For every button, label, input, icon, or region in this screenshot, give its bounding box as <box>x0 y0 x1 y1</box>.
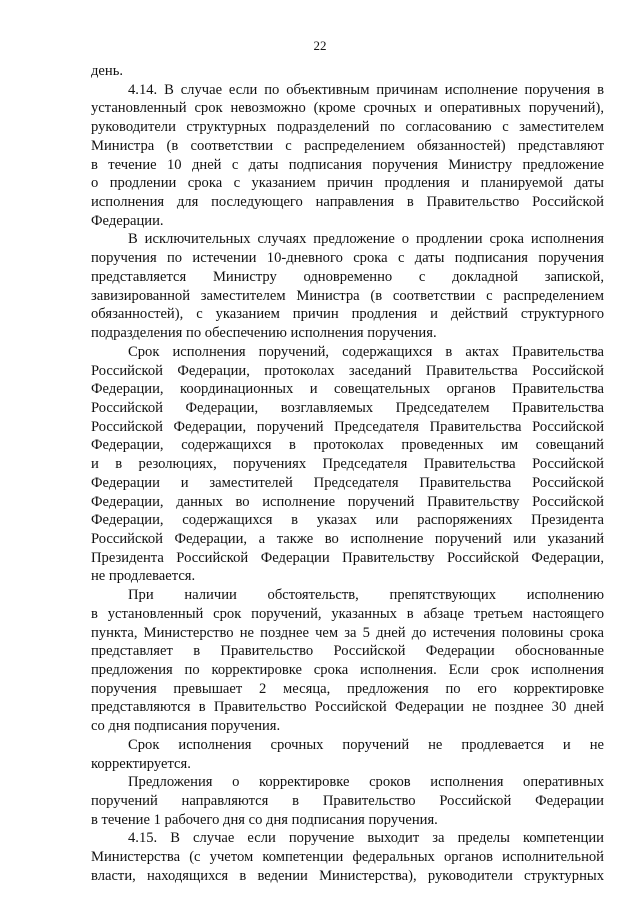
text-line: Российской Федерации, поручений Председателя Правительства Российской <box>91 418 604 435</box>
text-line: корректируется. <box>91 755 191 772</box>
text-line: исполнения для последующего направления в Правительство Российской <box>91 194 604 211</box>
text-line: Федерации, содержащихся в протоколах проведенных им совещаний <box>91 437 604 454</box>
text-line: При наличии обстоятельств, препятствующих исполнению <box>128 587 604 604</box>
text-line: 4.14. В случае если по объективным причинам исполнение поручения в <box>128 81 604 98</box>
text-line: Федерации, координационных и совещательных органов Правительства <box>91 381 604 398</box>
text-line: представляет в Правительство Российской Федерации обоснованные <box>91 643 604 660</box>
text-line: Предложения о корректировке сроков исполнения оперативных <box>128 774 604 791</box>
text-line: и в резолюциях, поручениях Председателя Правительства Российской <box>91 456 604 473</box>
text-line: предложения по корректировке срока исполнения. Если срок исполнения <box>91 662 604 678</box>
text-line: обязанностей), с указанием причин продления и действий структурного <box>91 306 604 323</box>
text-line: представляется Министру одновременно с докладной запиской, <box>91 268 604 285</box>
body-text <box>91 62 604 886</box>
text-line: Министра (в соответствии с распределением обязанностей) представляют <box>91 137 604 154</box>
text-line: Срок исполнения срочных поручений не продлевается и не <box>128 736 604 753</box>
page-number: 22 <box>313 38 327 53</box>
text-line: представляются в Правительство Российской Федерации не позднее 30 дней <box>91 699 604 716</box>
text-line: в установленный срок поручений, указанных в абзаце третьем настоящего <box>91 605 604 622</box>
text-line: поручения превышает 2 месяца, предложения по его корректировке <box>91 680 604 697</box>
text-line: в течение 10 дней с даты подписания поручения Министру предложение <box>91 156 604 173</box>
text-line: установленный срок невозможно (кроме срочных и оперативных поручений), <box>91 100 604 117</box>
text-line: Федерации. <box>91 212 164 229</box>
text-line: поручений направляются в Правительство Российской Федерации <box>91 793 604 810</box>
text-line: 4.15. В случае если поручение выходит за пределы компетенции <box>128 830 604 847</box>
text-line: день. <box>91 63 124 79</box>
text-line: в течение 1 рабочего дня со дня подписания поручения. <box>91 811 438 828</box>
text-line: Срок исполнения поручений, содержащихся в актах Правительства <box>128 343 604 360</box>
text-line: завизированной заместителем Министра (в соответствии с распределением <box>91 287 604 304</box>
text-line: пункта, Министерство не позднее чем за 5 дней до истечения половины срока <box>91 624 604 641</box>
text-line: подразделения по обеспечению исполнения поручения. <box>91 325 437 342</box>
text-line: Федерации и заместителей Председателя Правительства Российской <box>91 474 604 491</box>
text-line: руководители структурных подразделений по согласованию с заместителем <box>91 119 604 136</box>
text-line: Федерации, данных во исполнение поручений Правительству Российской <box>91 493 604 510</box>
text-line: Российской Федерации, возглавляемых Председателем Правительства <box>91 399 604 416</box>
text-line: Федерации, содержащихся в указах или распоряжениях Президента <box>91 512 604 529</box>
text-line: Министерства (с учетом компетенции федеральных органов исполнительной <box>91 849 604 866</box>
text-line: со дня подписания поручения. <box>91 718 281 735</box>
text-line: поручения по истечении 10-дневного срока с даты подписания поручения <box>91 250 604 267</box>
text-line: не продлевается. <box>91 568 196 585</box>
text-line: Российской Федерации, протоколах заседаний Правительства Российской <box>91 362 604 379</box>
text-line: Российской Федерации, а также во исполнение поручений или указаний <box>91 530 604 547</box>
text-line: власти, находящихся в ведении Министерства), руководители структурных <box>91 867 604 884</box>
text-line: Президента Российской Федерации Правительству Российской Федерации, <box>91 549 604 566</box>
text-line: о продлении срока с указанием причин продления и планируемой даты <box>91 175 604 192</box>
text-line: В исключительных случаях предложение о продлении срока исполнения <box>128 231 604 248</box>
